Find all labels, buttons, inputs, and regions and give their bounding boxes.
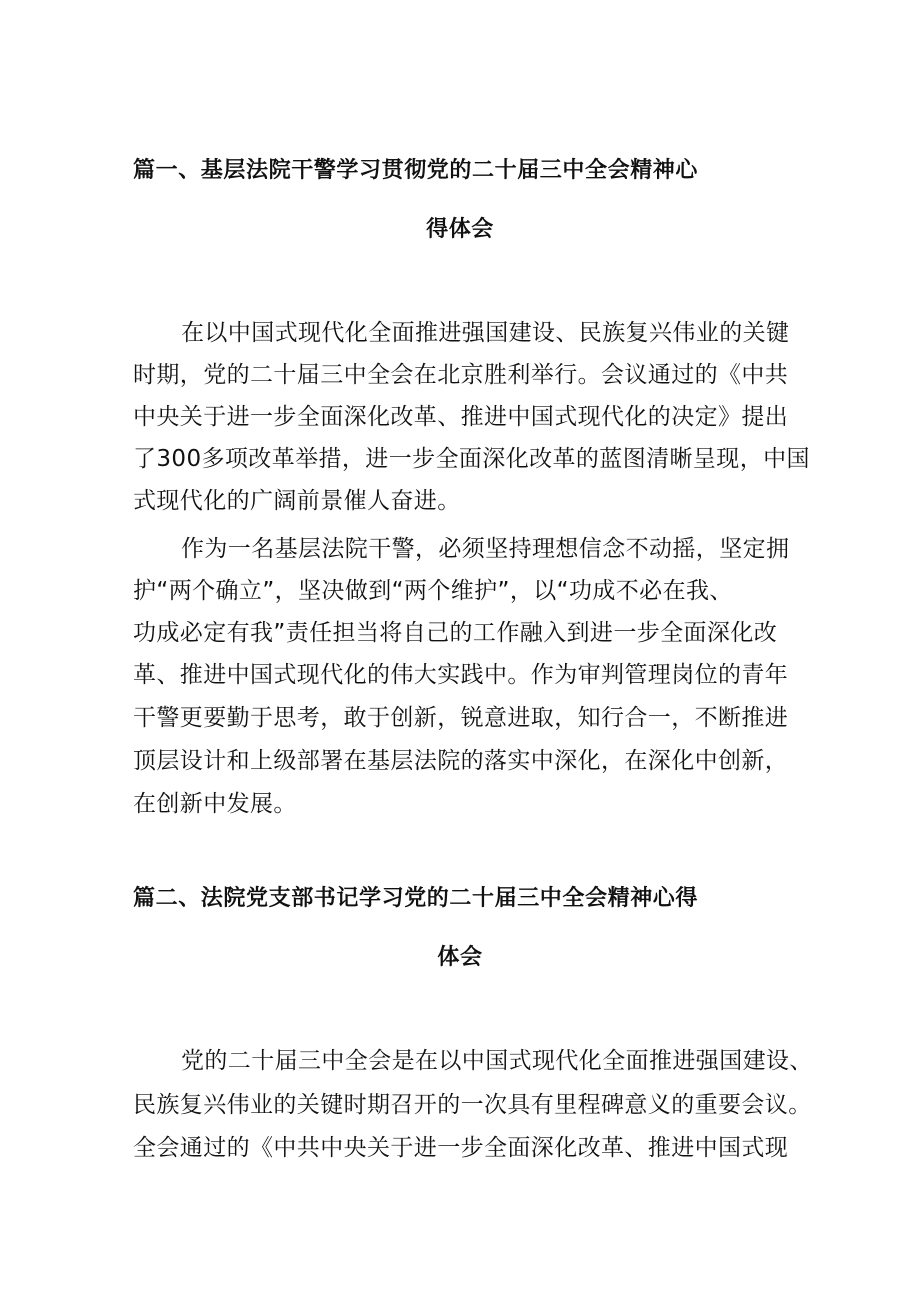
- section2-title-line1: 篇二、法院党支部书记学习党的二十届三中全会精神心得: [133, 886, 699, 911]
- section1-title-line2: 得体会: [426, 217, 494, 242]
- section1-p2-line6: 顶层设计和上级部署在基层法院的落实中深化，在深化中创新，: [133, 748, 789, 774]
- section2-p1-line3: 全会通过的《中共中央关于进一步全面深化改革、推进中国式现: [133, 1135, 789, 1161]
- section1-p2-line1: 作为一名基层法院干警，必须坚持理想信念不动摇，坚定拥: [181, 536, 790, 562]
- section1-p1-line2: 时期，党的二十届三中全会在北京胜利举行。会议通过的《中共: [133, 362, 789, 388]
- section2-p1-line1: 党的二十届三中全会是在以中国式现代化全面推进强国建设、: [181, 1048, 813, 1074]
- section2-title-line2: 体会: [437, 945, 483, 970]
- section1-p2-line5: 干警更要勤于思考，敢于创新，锐意进取，知行合一，不断推进: [133, 705, 789, 731]
- section1-p2-line7: 在创新中发展。: [133, 791, 297, 817]
- section1-p1-line5: 式现代化的广阔前景催人奋进。: [133, 488, 461, 514]
- section1-title-line1: 篇一、基层法院干警学习贯彻党的二十届三中全会精神心: [133, 158, 699, 183]
- section1-p1-line4: 了300多项改革举措，进一步全面深化改革的蓝图清晰呈现，中国: [133, 446, 810, 472]
- section1-p2-line3: 功成必定有我”责任担当将自己的工作融入到进一步全面深化改: [133, 620, 778, 646]
- section1-p1-line3: 中央关于进一步全面深化改革、推进中国式现代化的决定》提出: [133, 404, 789, 430]
- section1-p1-line1: 在以中国式现代化全面推进强国建设、民族复兴伟业的关键: [181, 320, 790, 346]
- section1-p2-line2: 护“两个确立”，坚决做到“两个维护”，以“功成不必在我、: [133, 578, 733, 604]
- section1-p2-line4: 革、推进中国式现代化的伟大实践中。作为审判管理岗位的青年: [133, 662, 789, 688]
- section2-p1-line2: 民族复兴伟业的关键时期召开的一次具有里程碑意义的重要会议。: [133, 1092, 812, 1118]
